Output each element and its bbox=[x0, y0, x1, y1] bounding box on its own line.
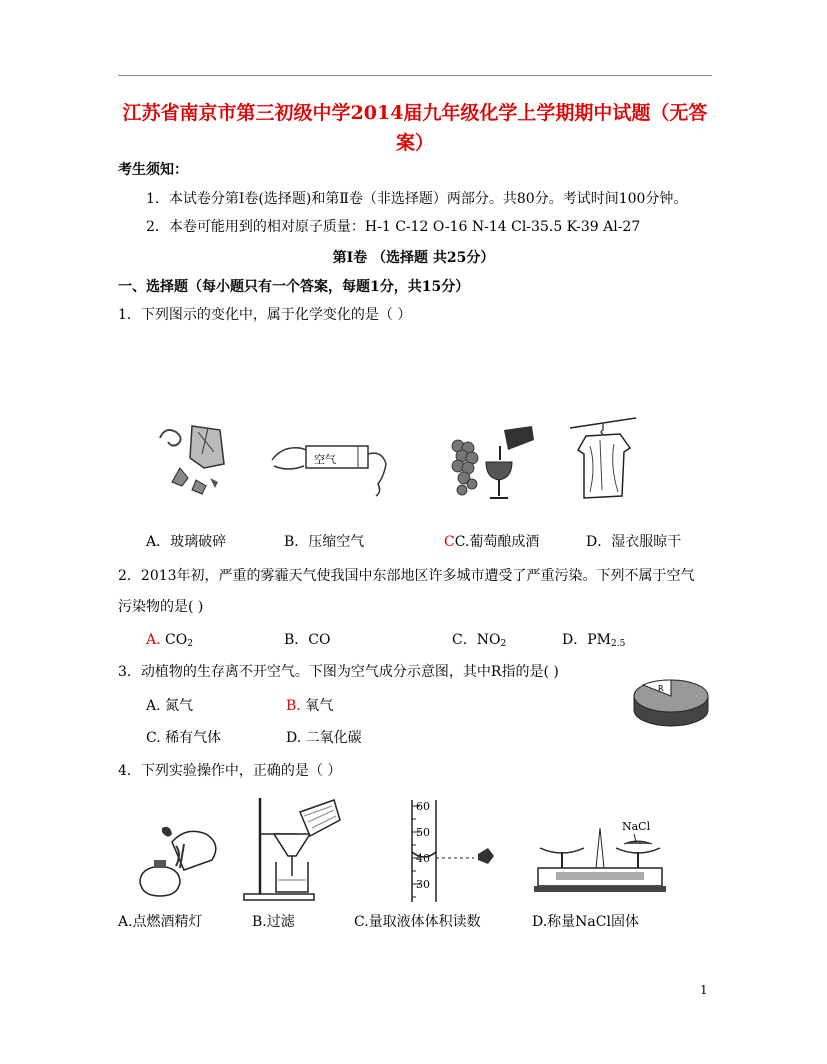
compressing-air-image bbox=[268, 426, 396, 498]
q4-caption-a: A.点燃酒精灯 bbox=[118, 914, 203, 930]
air-composition-pie-image bbox=[632, 676, 710, 732]
q3-option-d: D. 二氧化碳 bbox=[286, 730, 362, 746]
header-rule bbox=[118, 75, 712, 76]
filtration-image bbox=[238, 796, 342, 904]
q3-stem: 3．动植物的生存离不开空气。下图为空气成分示意图，其中R指的是( ) bbox=[118, 664, 559, 680]
exam-title-line2: 案） bbox=[395, 132, 434, 154]
q2-option-b: B．CO bbox=[284, 632, 331, 648]
cylinder-tick-40: 40 bbox=[416, 852, 430, 865]
q2-option-a-letter: A. bbox=[146, 632, 161, 648]
exam-title-line1: 江苏省南京市第三初级中学2014届九年级化学上学期期中试题（无答 bbox=[122, 102, 708, 124]
cylinder-tick-30: 30 bbox=[416, 878, 430, 891]
graduated-cylinder-reading-image bbox=[404, 796, 508, 906]
q4-stem: 4．下列实验操作中，正确的是（ ） bbox=[118, 763, 342, 779]
q4-caption-d: D.称量NaCl固体 bbox=[532, 914, 639, 930]
q2-option-a bbox=[146, 630, 193, 654]
q1-option-d: D．湿衣服晾干 bbox=[586, 534, 682, 550]
q4-caption-c: C.量取液体体积读数 bbox=[354, 914, 481, 930]
q1-option-a: A．玻璃破碎 bbox=[146, 534, 227, 550]
q2-option-a-text: CO bbox=[165, 632, 188, 648]
q2-option-d-text: D．PM bbox=[562, 632, 611, 648]
notice-heading: 考生须知： bbox=[118, 162, 188, 178]
q4-caption-b: B.过滤 bbox=[252, 914, 295, 930]
q2-stem-line2: 污染物的是( ) bbox=[118, 599, 204, 615]
grape-to-wine-image bbox=[444, 424, 538, 504]
cylinder-tick-50: 50 bbox=[416, 826, 430, 839]
notice-item-1: 1．本试卷分第Ⅰ卷(选择题)和第Ⅱ卷（非选择题）两部分。共80分。考试时间100分钟。 bbox=[146, 191, 688, 207]
q1-option-c-letter: C bbox=[444, 534, 455, 550]
weighing-nacl-image bbox=[530, 814, 672, 904]
air-label: 空气 bbox=[314, 453, 336, 466]
cylinder-tick-60: 60 bbox=[416, 800, 430, 813]
section-title: 第Ⅰ卷 （选择题 共25分） bbox=[332, 250, 495, 266]
q3-option-b-letter: B. bbox=[286, 698, 301, 714]
drying-clothes-image bbox=[566, 416, 640, 504]
q2-stem-line1: 2．2013年初，严重的雾霾天气使我国中东部地区许多城市遭受了严重污染。下列不属于空气 bbox=[118, 568, 695, 584]
page-number: 1 bbox=[700, 983, 708, 997]
notice-item-2: 2．本卷可能用到的相对原子质量：H-1 C-12 O-16 N-14 Cl-35.5 K-39 Al-27 bbox=[146, 219, 641, 235]
lighting-alcohol-lamp-image bbox=[134, 822, 226, 906]
q3-option-c: C. 稀有气体 bbox=[146, 730, 222, 746]
q3-option-a: A. 氮气 bbox=[146, 698, 194, 714]
part-title: 一、选择题（每小题只有一个答案，每题1分，共15分） bbox=[118, 279, 470, 295]
q3-option-b-text: 氧气 bbox=[300, 698, 334, 714]
q1-option-c-text: C.葡萄酿成酒 bbox=[454, 534, 540, 550]
q1-option-c bbox=[444, 532, 539, 552]
q2-option-c-sub: 2 bbox=[500, 639, 507, 649]
nacl-label: NaCl bbox=[622, 820, 651, 833]
q2-option-c bbox=[452, 630, 506, 654]
q2-option-d-sub: 2.5 bbox=[610, 639, 626, 649]
q2-option-a-sub: 2 bbox=[187, 639, 193, 649]
pie-label-r: R bbox=[658, 684, 664, 693]
q2-option-d bbox=[562, 630, 625, 654]
q1-stem: 1．下列图示的变化中，属于化学变化的是（ ） bbox=[118, 307, 412, 323]
q1-option-b: B．压缩空气 bbox=[284, 534, 365, 550]
q3-option-b bbox=[286, 696, 333, 716]
q2-option-c-text: C．NO bbox=[452, 632, 501, 648]
glass-breaking-image bbox=[150, 418, 240, 500]
